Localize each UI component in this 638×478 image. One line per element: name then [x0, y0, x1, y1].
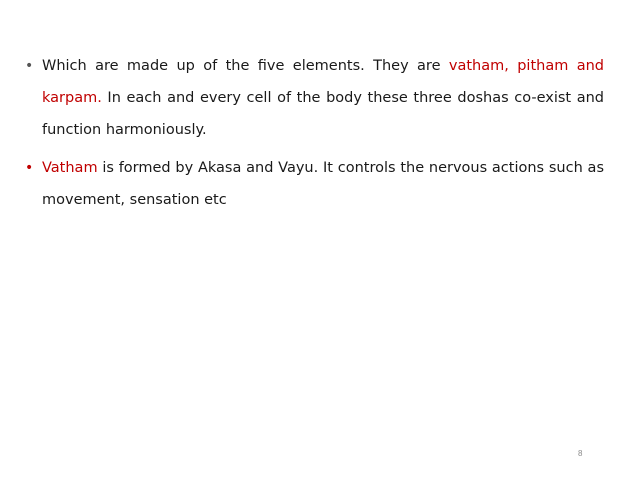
highlighted-vatham-text: Vatham: [42, 160, 98, 176]
bullet-icon: •: [25, 58, 34, 74]
bullet-item-vatham: [22, 152, 604, 216]
page-number: 8: [578, 449, 583, 458]
bullet-text-segment: In each and every cell of the body these three doshas co-exist and function harmoniously.: [42, 90, 604, 138]
bullet-item-five-elements: [22, 50, 604, 146]
bullet-text-segment: Which are made up of the five elements. They are: [42, 58, 449, 74]
bullet-list: [22, 50, 604, 222]
highlighted-doshas-text: vatham, pitham and karpam.: [42, 58, 604, 106]
bullet-icon: •: [25, 160, 34, 176]
bullet-text-segment: is formed by Akasa and Vayu. It controls the nervous actions such as movement, sensation etc: [42, 160, 604, 208]
